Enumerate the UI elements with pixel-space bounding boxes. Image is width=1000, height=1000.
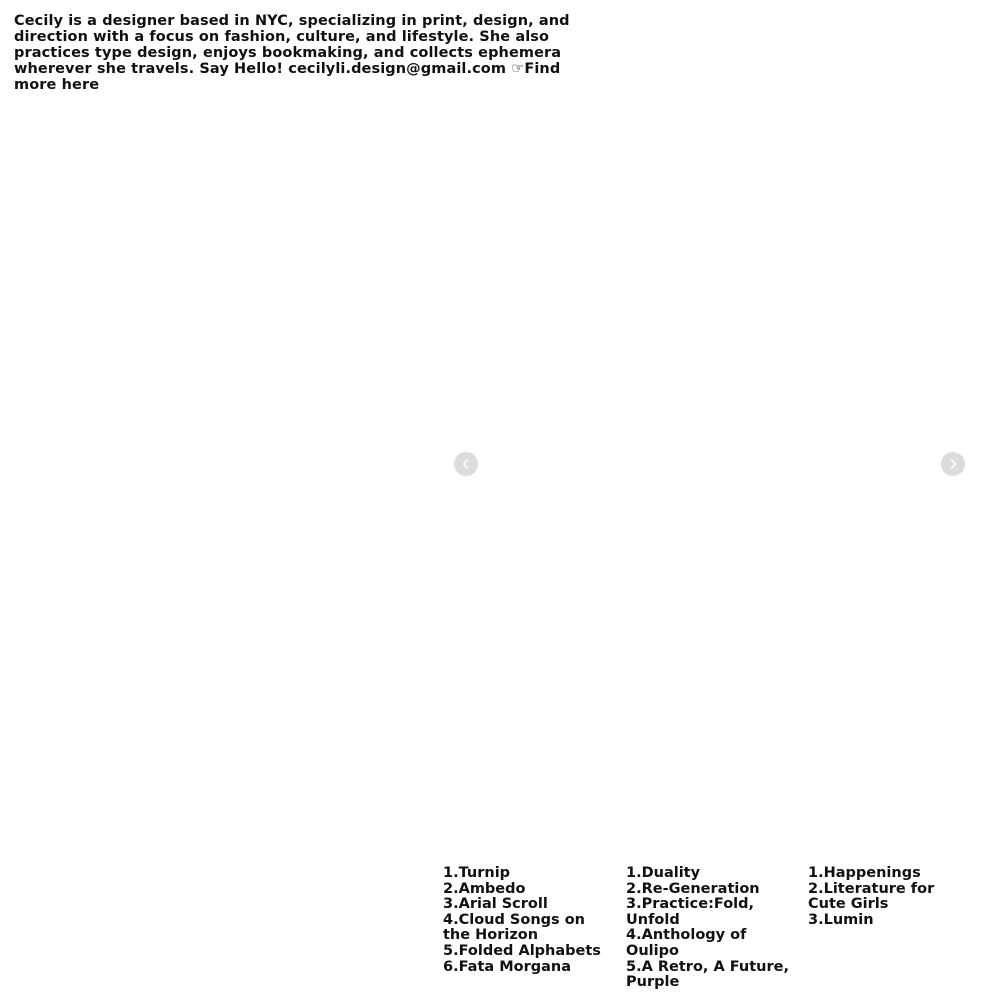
project-link[interactable]: 1.Turnip (443, 865, 511, 881)
slider-next-button[interactable] (941, 452, 965, 476)
email-link[interactable]: cecilyli.design@gmail.com (288, 61, 507, 77)
project-list-column-3 (808, 866, 973, 928)
project-link[interactable]: 2.Literature for Cute Girls (808, 880, 935, 913)
bio-description: Cecily is a designer based in NYC, specializing in print, design, and direction with a focus on fashion, culture, and lifestyle. She also practices type design, enjoys bookmaking, and collects ephemera wherever she travels. Say Hello! (14, 13, 570, 77)
chevron-right-icon (947, 458, 959, 470)
find-more-link[interactable]: ☞Find more here (14, 61, 561, 93)
project-link[interactable]: 5.A Retro, A Future, Purple (626, 958, 789, 991)
project-list-column-1 (443, 866, 613, 975)
project-link[interactable]: 6.Fata Morgana (443, 958, 572, 975)
project-link[interactable]: 2.Re-Generation (626, 880, 760, 897)
project-link[interactable]: 1.Happenings (808, 865, 921, 881)
image-slider[interactable] (443, 90, 973, 840)
chevron-left-icon (460, 458, 472, 470)
project-list-column-2 (626, 866, 801, 991)
project-link[interactable]: 4.Anthology of Oulipo (626, 927, 747, 959)
project-link[interactable]: 3.Practice:Fold, Unfold (626, 896, 755, 928)
bio-text (14, 13, 574, 93)
project-link[interactable]: 3.Lumin (808, 911, 874, 928)
project-link[interactable]: 4.Cloud Songs on the Horizon (443, 911, 585, 944)
slider-prev-button[interactable] (454, 452, 478, 476)
project-link[interactable]: 2.Ambedo (443, 880, 526, 897)
project-link[interactable]: 5.Folded Alphabets (443, 942, 601, 959)
project-link[interactable]: 3.Arial Scroll (443, 896, 548, 913)
project-link[interactable]: 1.Duality (626, 865, 701, 881)
